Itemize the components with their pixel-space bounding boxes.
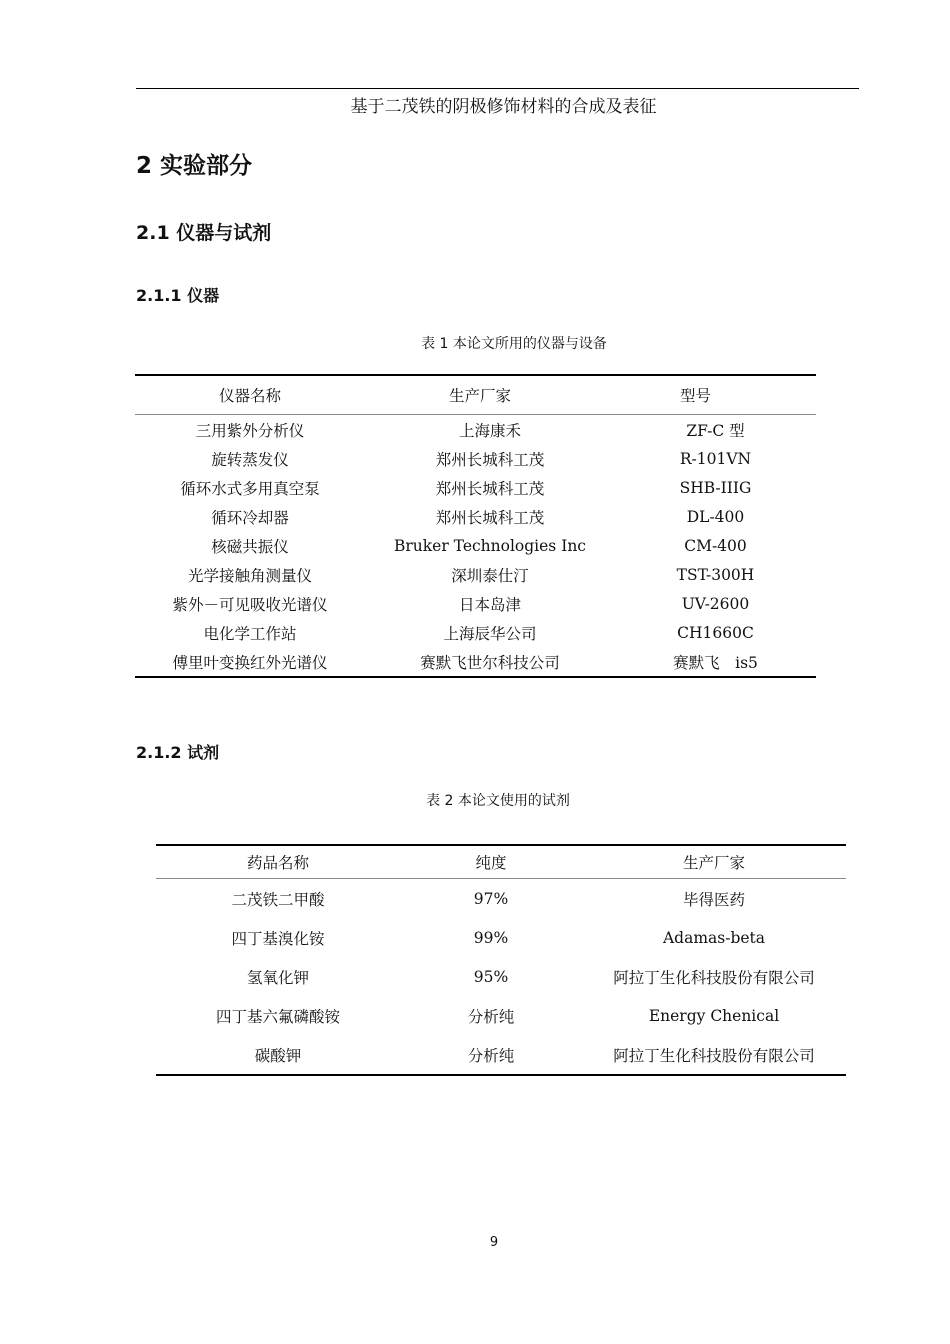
column-header: 生产厂家 [365, 375, 615, 415]
column-header: 纯度 [400, 845, 582, 879]
table-cell: SHB-IIIG [679, 478, 752, 497]
column-header: 仪器名称 [135, 375, 365, 415]
table-row [156, 996, 846, 1035]
table-cell: 循环水式多用真空泵 [180, 479, 320, 498]
table-row [135, 444, 816, 473]
table-row [135, 618, 816, 647]
subsubsection-heading-instruments: 2.1.1 仪器 [136, 286, 220, 305]
table-cell: 核磁共振仪 [211, 537, 289, 556]
table-cell: 分析纯 [467, 1046, 515, 1065]
reagents-table [156, 844, 846, 1076]
running-header: 基于二茂铁的阴极修饰材料的合成及表征 [350, 97, 657, 117]
table-cell: Adamas-beta [662, 928, 766, 947]
subsection-heading: 2.1 仪器与试剂 [136, 222, 272, 244]
table-cell: R-101VN [679, 449, 752, 468]
page-number: 9 [489, 1235, 499, 1250]
table-cell: 97% [473, 889, 509, 908]
table-cell: 碳酸钾 [254, 1046, 302, 1065]
table-cell: 二茂铁二甲酸 [231, 890, 325, 909]
table-row [135, 531, 816, 560]
table-cell: 阿拉丁生化科技股份有限公司 [613, 968, 815, 987]
table-cell: TST-300H [676, 565, 755, 584]
table-cell: 上海康禾 [458, 421, 521, 440]
table-row [135, 502, 816, 531]
column-header: 生产厂家 [582, 845, 846, 879]
table-cell: UV-2600 [681, 594, 750, 613]
table2-caption: 表 2 本论文使用的试剂 [426, 793, 570, 809]
table-cell: 阿拉丁生化科技股份有限公司 [613, 1046, 815, 1065]
table-header-row [135, 375, 816, 415]
table-cell: ZF-C 型 [686, 421, 745, 440]
column-header: 药品名称 [156, 845, 400, 879]
table-cell: 毕得医药 [682, 890, 745, 909]
table-row [135, 589, 816, 618]
table-cell: 郑州长城科工茂 [435, 479, 545, 498]
table-cell: DL-400 [686, 507, 745, 526]
table-cell: 分析纯 [467, 1007, 515, 1026]
table-cell: 旋转蒸发仪 [211, 450, 289, 469]
table-cell: 赛默飞 is5 [673, 653, 758, 672]
table-row [156, 1035, 846, 1075]
column-header: 型号 [615, 375, 816, 415]
table-cell: 傅里叶变换红外光谱仪 [172, 653, 328, 672]
table-cell: Energy Chenical [648, 1006, 780, 1025]
table-cell: 95% [473, 967, 509, 986]
table-row [156, 879, 846, 919]
header-rule [136, 88, 859, 89]
table-cell: 赛默飞世尔科技公司 [420, 653, 560, 672]
table1-caption: 表 1 本论文所用的仪器与设备 [421, 336, 607, 352]
table-cell: 四丁基六氟磷酸铵 [215, 1007, 340, 1026]
table-cell: 上海辰华公司 [443, 624, 537, 643]
table-header-row [156, 845, 846, 879]
table-cell: 深圳泰仕汀 [451, 566, 529, 585]
table-cell: 循环冷却器 [211, 508, 289, 527]
table-row [156, 918, 846, 957]
table-cell: 郑州长城科工茂 [435, 508, 545, 527]
table-cell: CH1660C [677, 623, 754, 642]
table-cell: CM-400 [684, 536, 747, 555]
section-heading: 2 实验部分 [136, 153, 253, 179]
table-cell: 郑州长城科工茂 [435, 450, 545, 469]
table-cell: 三用紫外分析仪 [195, 421, 305, 440]
table-cell: Bruker Technologies Inc [394, 536, 586, 555]
table-row [156, 957, 846, 996]
table-cell: 光学接触角测量仪 [187, 566, 312, 585]
instruments-table [135, 374, 816, 678]
table-cell: 四丁基溴化铵 [231, 929, 325, 948]
table-cell: 99% [473, 928, 509, 947]
table-cell: 紫外－可见吸收光谱仪 [172, 595, 328, 614]
table-row [135, 473, 816, 502]
table-cell: 日本岛津 [458, 595, 521, 614]
table-cell: 氢氧化钾 [246, 968, 309, 987]
table-row [135, 415, 816, 445]
table-row [135, 647, 816, 677]
subsubsection-heading-reagents: 2.1.2 试剂 [136, 743, 220, 762]
table-cell: 电化学工作站 [203, 624, 297, 643]
table-row [135, 560, 816, 589]
